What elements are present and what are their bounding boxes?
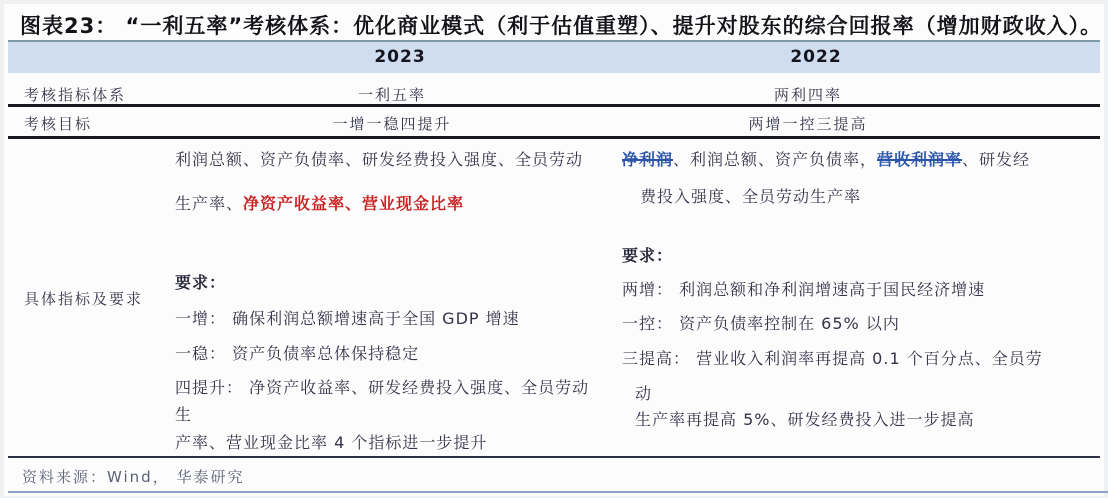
detail-2022-separator1: 、利润总额、资产负债率， — [673, 150, 878, 169]
detail-2022-indicators-line2: 费投入强度、全员劳动生产率 — [640, 187, 862, 206]
column-header-2022: 2022 — [790, 47, 842, 67]
detail-2023-requirement-line: 产率、营业现金比率 4 个指标进一步提升 — [175, 433, 488, 452]
detail-2022-removed-item-revenue-margin: 营收利润率 — [877, 150, 963, 169]
detail-2022-requirement-line: 动 — [635, 384, 653, 403]
table-header-band — [8, 42, 1100, 73]
footer-rule — [8, 491, 1108, 493]
detail-2022-indicators-line1 — [622, 147, 1030, 170]
row-label-detail-requirements: 具体指标及要求 — [24, 290, 144, 308]
detail-2022-removed-item-net-profit: 净利润 — [622, 150, 674, 169]
detail-2023-indicators-line2 — [175, 191, 464, 214]
figure-title: 图表23： “一利五率”考核体系：优化商业模式（利于估值重塑）、提升对股东的综合回报率（增加财政收入）。 — [20, 14, 1103, 38]
detail-2023-requirement-line: 一增： 确保利润总额增速高于全国 GDP 增速 — [175, 309, 520, 328]
cell-2022-indicator-system: 两利四率 — [773, 86, 842, 104]
detail-2023-indicators-line1: 利润总额、资产负债率、研发经费投入强度、全员劳动 — [175, 150, 584, 169]
cell-2023-indicator-system: 一利五率 — [357, 86, 426, 104]
column-header-2023: 2023 — [374, 47, 426, 67]
detail-2023-requirement-line: 生 — [175, 405, 193, 424]
detail-2023-requirements-heading: 要求： — [175, 273, 227, 292]
detail-2023-requirement-line: 四提升： 净资产收益率、研发经费投入强度、全员劳动 — [175, 378, 590, 397]
divider-2 — [8, 136, 1100, 139]
row-label-indicator-system: 考核指标体系 — [24, 86, 127, 104]
detail-2023-requirement-line: 一稳： 资产负债率总体保持稳定 — [175, 344, 420, 363]
detail-2023-line2-prefix: 生产率、 — [175, 194, 244, 213]
detail-2022-requirement-line: 生产率再提高 5%、研发经费投入进一步提高 — [635, 410, 975, 429]
divider-bottom — [8, 456, 1100, 458]
detail-2022-requirement-line: 三提高： 营业收入利润率再提高 0.1 个百分点、全员劳 — [622, 349, 1043, 368]
detail-2022-requirement-line: 一控： 资产负债率控制在 65% 以内 — [622, 314, 900, 333]
divider-1 — [8, 104, 1100, 107]
source-note: 资料来源：Wind， 华泰研究 — [22, 468, 245, 486]
cell-2022-assessment-goal: 两增一控三提高 — [748, 115, 868, 133]
detail-2022-requirements-heading: 要求： — [622, 246, 674, 265]
detail-2023-new-indicators-red: 净资产收益率、营业现金比率 — [243, 194, 465, 213]
detail-2022-requirement-line: 两增： 利润总额和净利润增速高于国民经济增速 — [622, 280, 986, 299]
cell-2023-assessment-goal: 一增一稳四提升 — [332, 115, 452, 133]
row-label-assessment-goal: 考核目标 — [24, 115, 93, 133]
detail-2022-separator2: 、研发经 — [962, 150, 1031, 169]
